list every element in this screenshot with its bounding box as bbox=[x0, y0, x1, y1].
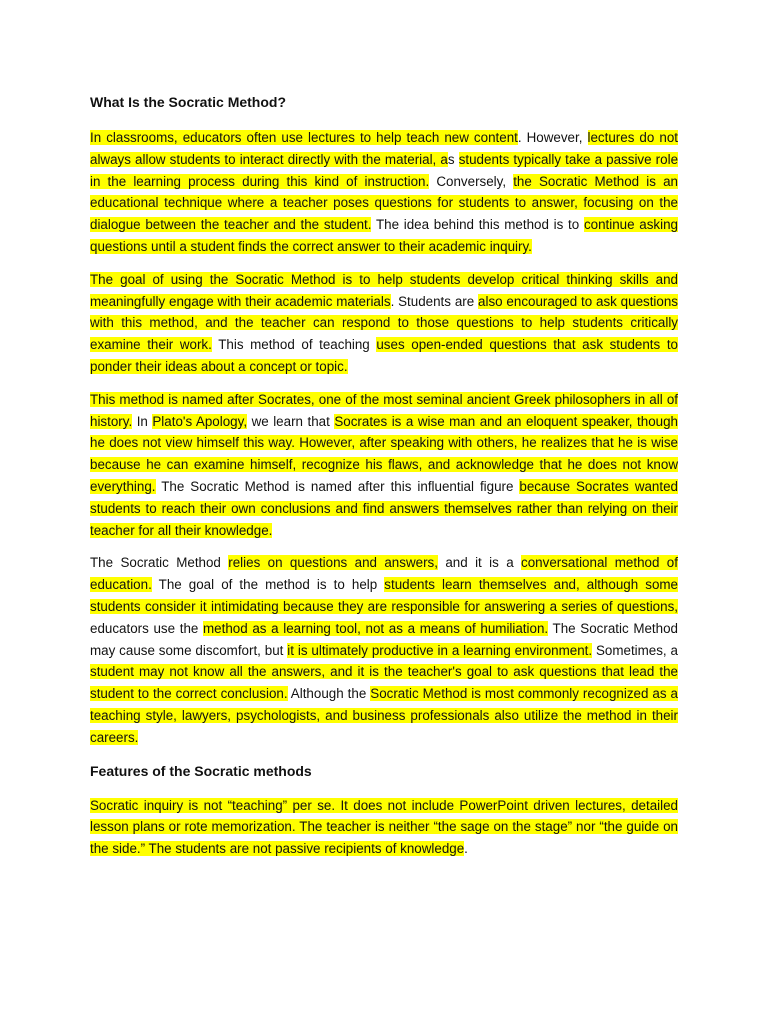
highlighted-text: Plato's Apology, bbox=[152, 413, 248, 429]
highlighted-text: method as a learning tool, not as a means of humiliation. bbox=[203, 620, 549, 636]
highlighted-text: students typically take a passive role in the learning process during this kind of instruction. bbox=[90, 151, 679, 189]
paragraph-4 bbox=[90, 552, 678, 748]
text-segment: Although the bbox=[287, 686, 371, 702]
document-page bbox=[90, 92, 678, 871]
text-segment: . However, bbox=[517, 130, 588, 145]
highlighted-text: Socratic Method is most commonly recognized as a teaching style, lawyers, psychologists, and business professionals also utilize the method in their careers. bbox=[90, 686, 678, 745]
text-segment: s bbox=[447, 151, 459, 167]
text-segment: The Socratic Method is named after this influential figure bbox=[155, 478, 520, 494]
text-segment: educators use the bbox=[90, 620, 203, 636]
paragraph-3 bbox=[90, 389, 678, 542]
heading-what-is-socratic-method: What Is the Socratic Method? bbox=[90, 94, 287, 110]
highlighted-text: This method is named after Socrates, one of the most seminal ancient Greek philosophers in all of history. bbox=[90, 391, 678, 429]
heading-features-socratic-methods: Features of the Socratic methods bbox=[90, 762, 312, 779]
highlighted-text: relies on questions and answers, bbox=[228, 555, 438, 571]
highlighted-text: because Socrates wanted students to reach their own conclusions and find answers themselves rather than relying on their teacher for all their knowledge. bbox=[90, 478, 678, 538]
highlighted-text: lectures do not always allow students to interact directly with the material, a bbox=[90, 130, 678, 167]
highlighted-text: it is ultimately productive in a learning environment. bbox=[287, 642, 593, 658]
text-segment: . Students are bbox=[390, 293, 479, 309]
text-segment: Conversely, bbox=[429, 173, 514, 189]
text-segment: Sometimes, a bbox=[592, 642, 678, 658]
highlighted-text: uses open-ended questions that ask students to ponder their ideas about a concept or topic. bbox=[90, 337, 678, 374]
highlighted-text: students learn themselves and, although some students consider it intimidating because they are responsible for answering a series of questions, bbox=[90, 577, 678, 614]
highlighted-text: Socratic inquiry is not “teaching” per se. It does not include PowerPoint driven lectures, detailed lesson plans or rote memorization. The teacher is neither “the sage on the stage” nor “the guide on the side.” The students are not passive recipients of knowledge bbox=[90, 797, 678, 857]
highlighted-text: student may not know all the answers, and it is the teacher's goal to ask questions that lead the student to the correct conclusion. bbox=[90, 664, 678, 702]
highlighted-text: Socrates is a wise man and an eloquent speaker, though he does not view himself this way. However, after speaking with others, he realizes that he is wise because he can examine himself, recognize his flaws, and acknowledge that he does not know everything. bbox=[90, 413, 678, 494]
text-segment: The idea behind this method is to bbox=[371, 217, 584, 233]
text-segment: This method of teaching bbox=[211, 337, 377, 353]
highlighted-text: the Socratic Method is an educational technique where a teacher poses questions for students to answer, focusing on the dialogue between the teacher and the student. bbox=[90, 173, 678, 233]
highlighted-text: In classrooms, educators often use lectures to help teach new content bbox=[90, 130, 518, 145]
text-segment: The Socratic Method bbox=[90, 555, 229, 571]
paragraph-5 bbox=[90, 795, 678, 860]
paragraph-2 bbox=[90, 269, 678, 378]
highlighted-text: conversational method of education. bbox=[90, 555, 678, 593]
paragraph-1 bbox=[90, 127, 678, 258]
highlighted-text: continue asking questions until a student finds the correct answer to their academic inquiry. bbox=[90, 217, 678, 254]
text-segment: and it is a bbox=[437, 555, 522, 571]
text-segment: The Socratic Method may cause some discomfort, but bbox=[90, 620, 678, 658]
text-segment: In bbox=[132, 413, 153, 429]
highlighted-text: The goal of using the Socratic Method is to help students develop critical thinking skills and meaningfully engage with their academic materials bbox=[90, 271, 678, 309]
highlighted-text: also encouraged to ask questions with this method, and the teacher can respond to those questions to help students critically examine their work. bbox=[90, 293, 678, 353]
text-segment: The goal of the method is to help bbox=[151, 577, 385, 593]
text-segment: . bbox=[464, 841, 468, 857]
text-segment: we learn that bbox=[247, 413, 335, 429]
